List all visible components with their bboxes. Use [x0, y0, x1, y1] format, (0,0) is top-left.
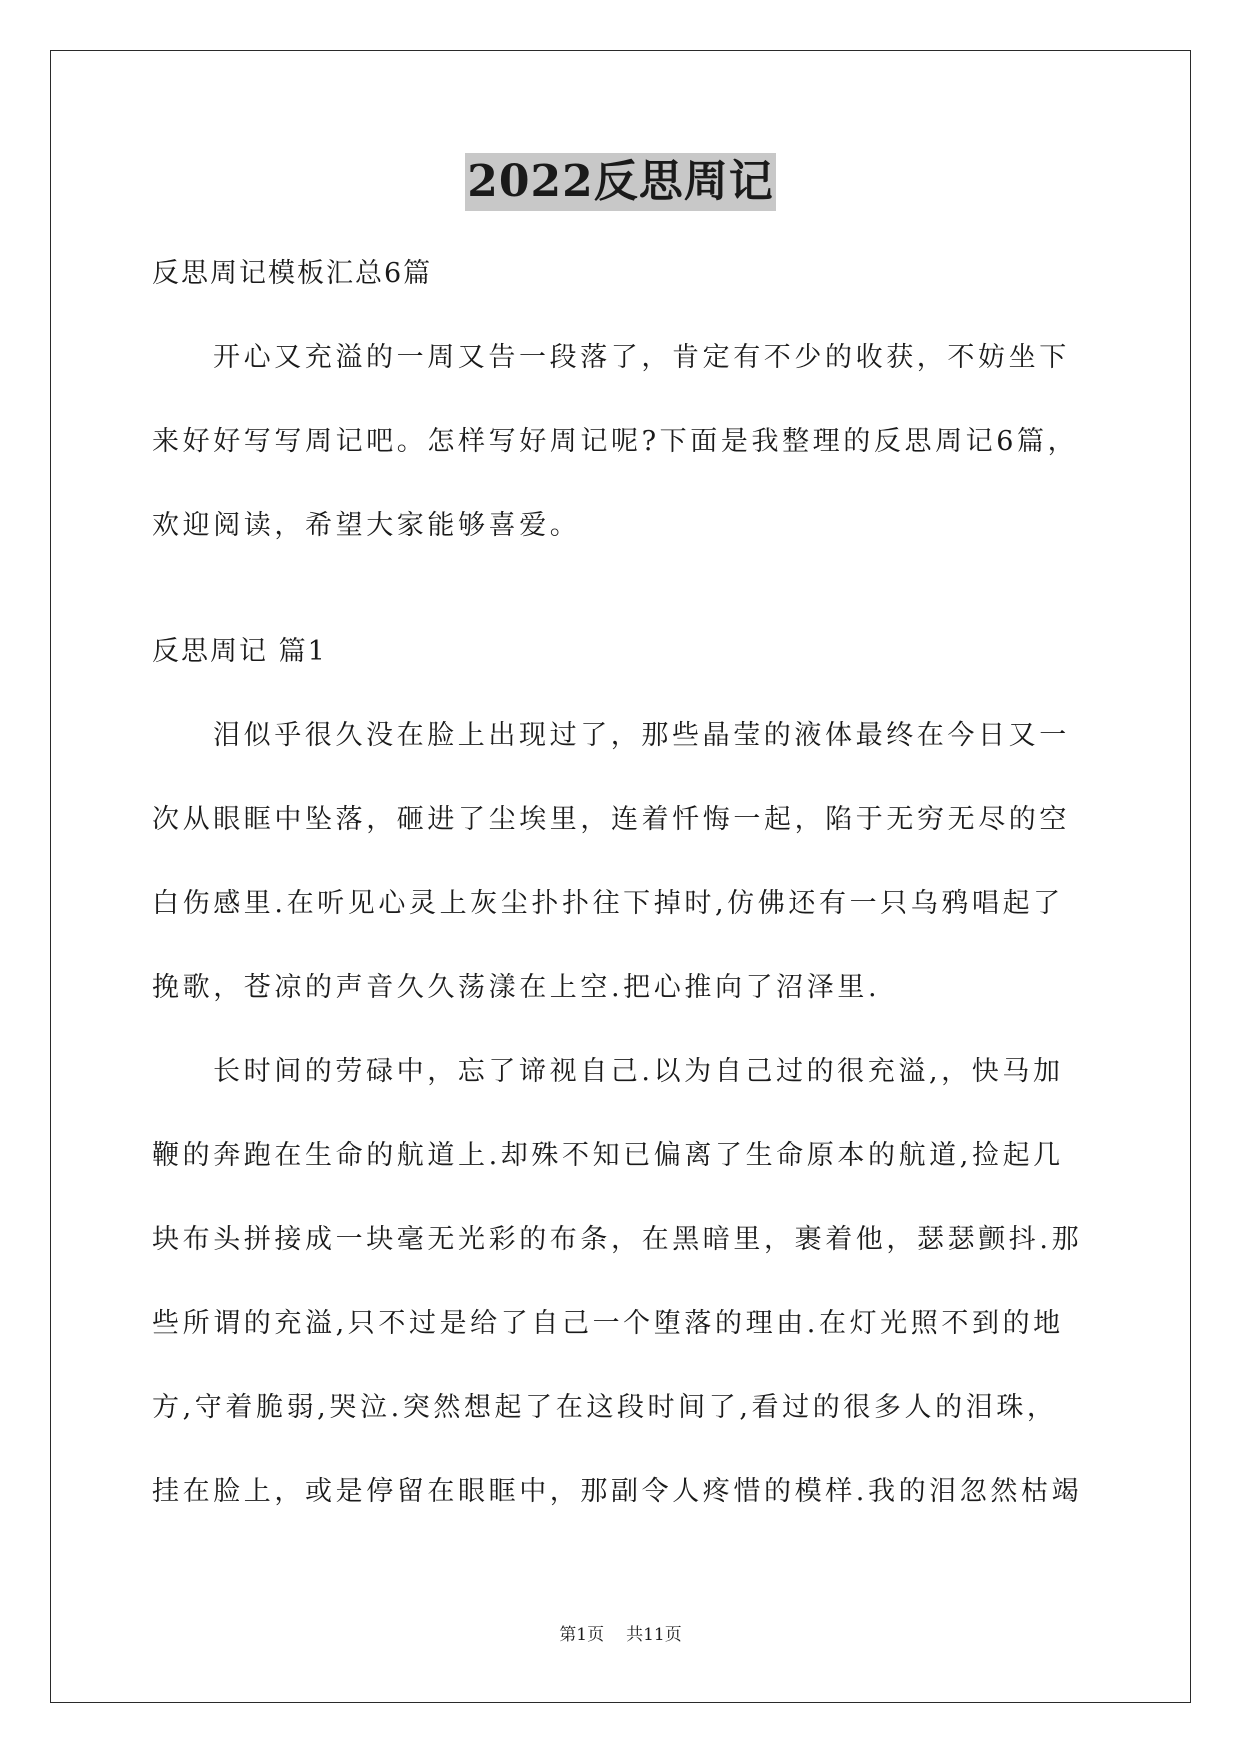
- paragraph-line: 长时间的劳碌中，忘了谛视自己.以为自己过的很充溢,，快马加: [213, 1056, 1064, 1087]
- paragraph-line: 泪似乎很久没在脸上出现过了，那些晶莹的液体最终在今日又一: [213, 720, 1070, 751]
- intro-line: 欢迎阅读，希望大家能够喜爱。: [152, 510, 581, 541]
- page-total: 共11页: [626, 1625, 682, 1645]
- paragraph-line: 些所谓的充溢,只不过是给了自己一个堕落的理由.在灯光照不到的地: [152, 1308, 1064, 1339]
- intro-line: 来好好写写周记吧。怎样写好周记呢?下面是我整理的反思周记6篇，: [152, 426, 1079, 457]
- paragraph-line: 鞭的奔跑在生命的航道上.却殊不知已偏离了生命原本的航道,捡起几: [152, 1140, 1064, 1171]
- paragraph-line: 次从眼眶中坠落，砸进了尘埃里，连着忏悔一起，陷于无穷无尽的空: [152, 804, 1070, 835]
- document-subtitle: 反思周记模板汇总6篇: [152, 258, 433, 289]
- paragraph-line: 挽歌，苍凉的声音久久荡漾在上空.把心推向了沼泽里.: [152, 972, 881, 1003]
- body-paragraph: [152, 1030, 1092, 1534]
- section-spacer: [152, 568, 1092, 610]
- intro-line: 开心又充溢的一周又告一段落了，肯定有不少的收获，不妨坐下: [213, 342, 1070, 373]
- page-number: 第1页: [559, 1625, 605, 1645]
- paragraph-line: 方,守着脆弱,哭泣.突然想起了在这段时间了,看过的很多人的泪珠，: [152, 1392, 1058, 1423]
- paragraph-line: 挂在脸上，或是停留在眼眶中，那副令人疼惜的模样.我的泪忽然枯竭: [152, 1476, 1083, 1507]
- body-paragraph: [152, 694, 1092, 1030]
- document-title-text: 2022反思周记: [465, 153, 775, 211]
- intro-paragraph: [152, 316, 1092, 568]
- document-title: [0, 153, 1241, 211]
- paragraph-line: 块布头拼接成一块毫无光彩的布条，在黑暗里，裹着他，瑟瑟颤抖.那: [152, 1224, 1083, 1255]
- page-footer: [0, 1625, 1241, 1645]
- section-heading: 反思周记 篇1: [152, 636, 327, 667]
- document-body: [152, 232, 1092, 1534]
- paragraph-line: 白伤感里.在听见心灵上灰尘扑扑往下掉时,仿佛还有一只乌鸦唱起了: [152, 888, 1064, 919]
